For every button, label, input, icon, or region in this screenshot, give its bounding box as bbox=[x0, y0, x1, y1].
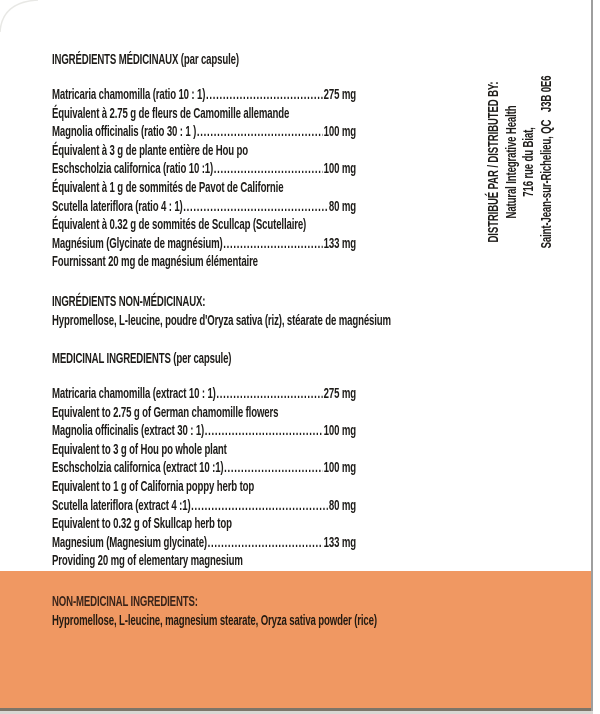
dot-leader bbox=[206, 86, 322, 105]
distributor-street: 716 rue du Biat, bbox=[520, 127, 537, 197]
ingredient-equivalent: Équivalent à 2.75 g de fleurs de Camomille allemande bbox=[52, 104, 290, 122]
ingredient-equivalent: Équivalent à 1 g de sommités de Pavot de Californie bbox=[52, 178, 284, 196]
dot-leader bbox=[197, 123, 323, 142]
ingredient-name: Magnésium (Glycinate de magnésium) bbox=[52, 234, 223, 252]
ingredient-name: Scutella lateriflora (extract 4 :1) bbox=[52, 496, 191, 514]
non-medicinal-orange-band bbox=[0, 571, 593, 714]
dot-leader bbox=[216, 385, 322, 404]
ingredient-row bbox=[52, 216, 356, 235]
ingredient-equivalent: Equivalent to 0.32 g of Skullcap herb top bbox=[52, 515, 232, 533]
fr-non-medicinal-body: Hypromellose, L-leucine, poudre d'Oryza sativa (riz), stéarate de magnésium bbox=[52, 311, 391, 329]
ingredient-row bbox=[52, 422, 356, 441]
ingredient-row bbox=[52, 385, 356, 404]
ingredient-row bbox=[52, 142, 356, 161]
distributor-city-postal: Saint-Jean-sur-Richelieu, QC J3B 0E6 bbox=[537, 75, 555, 249]
ingredient-amount: 100 mg bbox=[323, 459, 356, 477]
label-right-edge bbox=[591, 0, 593, 711]
ingredient-amount: 133 mg bbox=[323, 234, 356, 252]
ingredient-equivalent: Équivalent à 3 g de plante entière de Hou po bbox=[52, 141, 249, 159]
ingredient-name: Magnesium (Magnesium glycinate) bbox=[52, 533, 207, 551]
label-corner-curve bbox=[0, 0, 46, 40]
ingredient-equivalent: Equivalent to 3 g of Hou po whole plant bbox=[52, 440, 227, 458]
ingredient-equivalent: Equivalent to 2.75 g of German chamomille flowers bbox=[52, 403, 279, 421]
ingredient-row bbox=[52, 404, 356, 423]
ingredient-name: Eschscholzia californica (extract 10 :1) bbox=[52, 459, 224, 477]
dot-leader bbox=[191, 497, 327, 516]
ingredient-row bbox=[52, 478, 356, 497]
fr-medicinal-heading: INGRÉDIENTS MÉDICINAUX (par capsule) bbox=[52, 51, 239, 68]
en-medicinal-list bbox=[52, 385, 356, 571]
ingredient-row bbox=[52, 123, 356, 142]
ingredient-name: Eschscholzia californica (ratio 10 :1) bbox=[52, 160, 214, 178]
en-non-medicinal-body: Hypromellose, L-leucine, magnesium stearate, Oryza sativa powder (rice) bbox=[52, 611, 377, 629]
dot-leader bbox=[183, 198, 327, 217]
ingredient-name: Magnolia officinalis (extract 30 : 1) bbox=[52, 422, 205, 440]
ingredient-name: Matricaria chamomilla (extract 10 : 1) bbox=[52, 384, 216, 402]
ingredient-row bbox=[52, 534, 356, 553]
ingredient-row bbox=[52, 179, 356, 198]
ingredient-amount: 100 mg bbox=[323, 422, 356, 440]
fr-non-medicinal-heading: INGRÉDIENTS NON-MÉDICINAUX: bbox=[52, 292, 206, 310]
ingredient-row bbox=[52, 105, 356, 124]
ingredient-amount: 80 mg bbox=[328, 197, 356, 215]
ingredient-equivalent: Equivalent to 1 g of California poppy herb top bbox=[52, 477, 255, 495]
fr-medicinal-list bbox=[52, 86, 356, 272]
dot-leader bbox=[205, 422, 323, 441]
ingredient-row bbox=[52, 86, 356, 105]
ingredient-row bbox=[52, 497, 356, 516]
ingredient-name: Scutella lateriflora (ratio 4 : 1) bbox=[52, 197, 183, 215]
ingredient-amount: 100 mg bbox=[323, 160, 356, 178]
ingredient-row bbox=[52, 459, 356, 478]
en-non-medicinal-heading: NON-MEDICINAL INGREDIENTS: bbox=[52, 592, 198, 610]
label-bottom-edge bbox=[0, 708, 593, 714]
ingredient-amount: 275 mg bbox=[323, 86, 356, 103]
ingredient-row bbox=[52, 552, 356, 571]
en-medicinal-heading: MEDICINAL INGREDIENTS (per capsule) bbox=[52, 349, 232, 367]
ingredient-row bbox=[52, 441, 356, 460]
distributor-company: Natural Integrative Health bbox=[502, 105, 520, 219]
ingredient-equivalent: Équivalent à 0.32 g de sommités de Scullcap (Scutellaire) bbox=[52, 216, 307, 234]
ingredient-equivalent: Fournissant 20 mg de magnésium élémentaire bbox=[52, 253, 258, 271]
dot-leader bbox=[223, 235, 322, 254]
ingredient-amount: 133 mg bbox=[323, 533, 356, 551]
ingredient-equivalent: Providing 20 mg of elementary magnesium bbox=[52, 552, 243, 570]
ingredient-row bbox=[52, 253, 356, 272]
ingredient-amount: 80 mg bbox=[328, 496, 356, 514]
dot-leader bbox=[214, 160, 323, 179]
ingredient-amount: 275 mg bbox=[323, 384, 356, 402]
ingredient-name: Magnolia officinalis (ratio 30 : 1 ) bbox=[52, 123, 197, 141]
ingredient-row bbox=[52, 235, 356, 254]
ingredient-row bbox=[52, 160, 356, 179]
distributor-title: DISTRIBUÉ PAR / DISTRIBUTED BY: bbox=[485, 81, 502, 243]
ingredient-row bbox=[52, 198, 356, 217]
dot-leader bbox=[208, 534, 323, 553]
distributor-block bbox=[485, 53, 555, 271]
ingredient-name: Matricaria chamomilla (ratio 10 : 1) bbox=[52, 86, 206, 103]
dot-leader bbox=[224, 459, 322, 478]
ingredient-amount: 100 mg bbox=[323, 123, 356, 141]
ingredient-row bbox=[52, 515, 356, 534]
